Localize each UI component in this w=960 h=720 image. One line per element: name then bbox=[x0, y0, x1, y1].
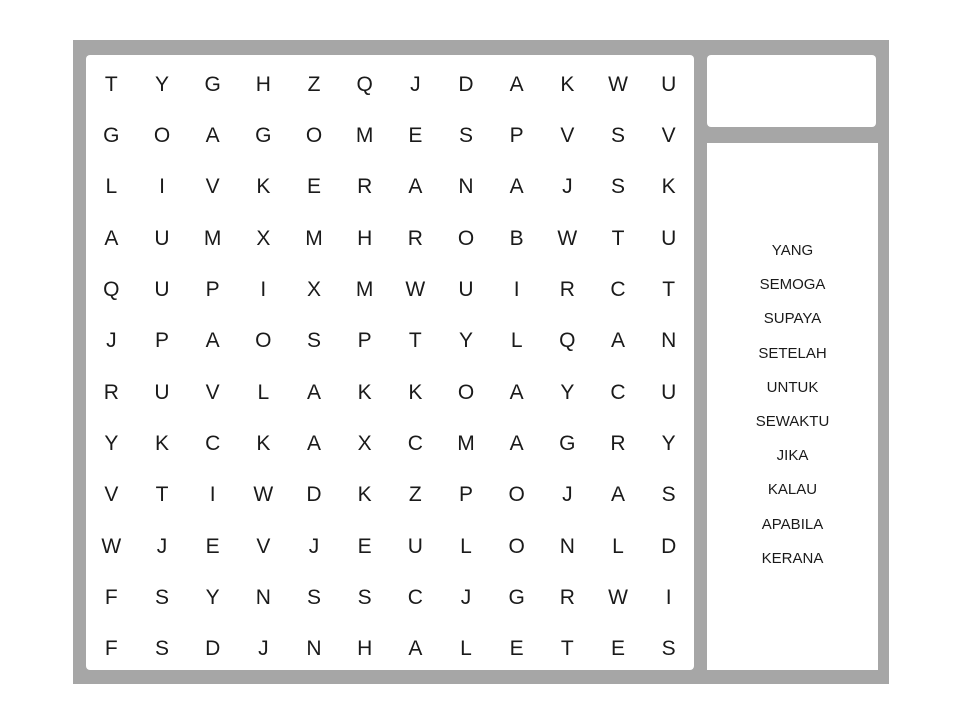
letter-cell[interactable]: K bbox=[661, 175, 676, 199]
letter-cell[interactable]: K bbox=[256, 431, 271, 455]
letter-cell[interactable]: D bbox=[205, 637, 221, 661]
letter-cell[interactable]: K bbox=[357, 483, 372, 507]
letter-cell[interactable]: T bbox=[560, 637, 574, 661]
letter-cell[interactable]: V bbox=[205, 380, 220, 404]
letter-cell[interactable]: X bbox=[306, 277, 321, 301]
word-list-item: APABILA bbox=[761, 515, 824, 533]
letter-cell[interactable]: P bbox=[509, 123, 524, 147]
letter-cell[interactable]: T bbox=[662, 277, 676, 301]
letter-cell[interactable]: I bbox=[260, 277, 267, 301]
letter-cell[interactable]: A bbox=[205, 329, 220, 353]
letter-cell[interactable]: P bbox=[357, 329, 372, 353]
letter-cell[interactable]: P bbox=[458, 483, 473, 507]
letter-cell[interactable]: X bbox=[357, 431, 372, 455]
letter-cell[interactable]: L bbox=[257, 380, 270, 404]
letter-cell[interactable]: O bbox=[153, 123, 171, 147]
letter-cell[interactable]: K bbox=[256, 175, 271, 199]
letter-cell[interactable]: G bbox=[559, 431, 576, 455]
letter-cell[interactable]: S bbox=[661, 637, 676, 661]
letter-cell[interactable]: Z bbox=[307, 72, 321, 96]
letter-cell[interactable]: N bbox=[306, 637, 322, 661]
letter-cell[interactable]: A bbox=[509, 175, 524, 199]
letter-cell[interactable]: Q bbox=[103, 277, 120, 301]
letter-cell[interactable]: A bbox=[509, 72, 524, 96]
letter-cell[interactable]: L bbox=[612, 534, 624, 558]
letter-cell[interactable]: G bbox=[103, 123, 120, 147]
letter-cell[interactable]: S bbox=[610, 123, 625, 147]
word-list-item: SETELAH bbox=[758, 344, 827, 362]
letter-grid bbox=[86, 59, 694, 675]
letter-cell[interactable]: P bbox=[154, 329, 169, 353]
letter-cell[interactable]: C bbox=[407, 431, 423, 455]
letter-cell[interactable]: L bbox=[510, 329, 523, 353]
letter-cell[interactable]: U bbox=[661, 226, 677, 250]
letter-cell[interactable]: J bbox=[156, 534, 168, 558]
title-box bbox=[707, 55, 876, 127]
letter-cell[interactable]: V bbox=[205, 175, 220, 199]
letter-cell[interactable]: A bbox=[205, 123, 220, 147]
letter-cell[interactable]: I bbox=[209, 483, 216, 507]
letter-cell[interactable]: O bbox=[508, 483, 525, 507]
letter-cell[interactable]: T bbox=[408, 329, 422, 353]
letter-cell[interactable]: S bbox=[154, 637, 169, 661]
letter-cell[interactable]: M bbox=[305, 226, 323, 250]
letter-cell[interactable]: U bbox=[661, 380, 677, 404]
letter-cell[interactable]: J bbox=[562, 175, 573, 199]
letter-cell[interactable]: T bbox=[155, 483, 169, 507]
letter-cell[interactable]: E bbox=[408, 123, 423, 147]
letter-cell[interactable]: V bbox=[104, 483, 119, 507]
letter-cell[interactable]: S bbox=[306, 585, 321, 609]
letter-cell[interactable]: W bbox=[253, 483, 274, 507]
letter-cell[interactable]: N bbox=[255, 585, 271, 609]
letter-cell[interactable]: Y bbox=[205, 585, 220, 609]
letter-cell[interactable]: U bbox=[407, 534, 423, 558]
letter-cell[interactable]: O bbox=[508, 534, 525, 558]
letter-cell[interactable]: U bbox=[154, 277, 170, 301]
letter-cell[interactable]: D bbox=[661, 534, 677, 558]
letter-cell[interactable]: O bbox=[255, 329, 272, 353]
letter-cell[interactable]: H bbox=[357, 637, 373, 661]
letter-cell[interactable]: A bbox=[408, 175, 423, 199]
letter-cell[interactable]: I bbox=[665, 585, 672, 609]
letter-cell[interactable]: G bbox=[204, 72, 221, 96]
letter-cell[interactable]: I bbox=[159, 175, 165, 199]
letter-cell[interactable]: D bbox=[306, 483, 322, 507]
letter-cell[interactable]: H bbox=[255, 72, 271, 96]
word-list-item: JIKA bbox=[776, 447, 809, 465]
letter-cell[interactable]: V bbox=[661, 123, 676, 147]
letter-cell[interactable]: K bbox=[560, 72, 575, 96]
letter-cell[interactable]: W bbox=[101, 534, 122, 558]
letter-cell[interactable]: C bbox=[610, 277, 626, 301]
letter-cell[interactable]: L bbox=[105, 175, 118, 199]
letter-cell[interactable]: D bbox=[458, 72, 474, 96]
letter-cell[interactable]: K bbox=[408, 380, 423, 404]
letter-cell[interactable]: S bbox=[306, 329, 321, 353]
letter-cell[interactable]: L bbox=[460, 534, 472, 558]
letter-cell[interactable]: A bbox=[408, 637, 423, 661]
letter-cell[interactable]: M bbox=[203, 226, 222, 250]
letter-cell[interactable]: P bbox=[205, 277, 220, 301]
letter-cell[interactable]: M bbox=[355, 277, 374, 301]
word-list bbox=[707, 234, 878, 576]
letter-cell[interactable]: Y bbox=[661, 431, 676, 455]
letter-cell[interactable]: E bbox=[205, 534, 220, 558]
letter-cell[interactable]: F bbox=[104, 637, 118, 661]
letter-cell[interactable]: O bbox=[457, 226, 475, 250]
letter-cell[interactable]: E bbox=[610, 637, 625, 661]
letter-cell[interactable]: A bbox=[509, 431, 524, 455]
letter-cell[interactable]: E bbox=[509, 637, 524, 661]
letter-cell[interactable]: N bbox=[458, 175, 474, 199]
letter-cell[interactable]: S bbox=[661, 483, 676, 507]
letter-cell[interactable]: U bbox=[154, 380, 170, 404]
letter-cell[interactable]: J bbox=[562, 483, 573, 507]
word-list-item: SEWAKTU bbox=[755, 412, 830, 430]
letter-cell[interactable]: G bbox=[508, 585, 525, 609]
letter-cell[interactable]: A bbox=[104, 226, 119, 250]
letter-cell[interactable]: C bbox=[610, 380, 626, 404]
letter-cell[interactable]: R bbox=[559, 585, 575, 609]
letter-cell[interactable]: R bbox=[103, 380, 119, 404]
letter-cell[interactable]: S bbox=[154, 585, 169, 609]
letter-cell[interactable]: Y bbox=[458, 329, 473, 353]
letter-cell[interactable]: Q bbox=[559, 329, 576, 353]
letter-cell[interactable]: N bbox=[559, 534, 575, 558]
letter-cell[interactable]: J bbox=[106, 329, 117, 353]
letter-cell[interactable]: A bbox=[306, 431, 321, 455]
letter-cell[interactable]: M bbox=[457, 431, 475, 455]
letter-cell[interactable]: L bbox=[460, 637, 472, 661]
letter-cell[interactable]: N bbox=[661, 329, 677, 353]
letter-cell[interactable]: W bbox=[608, 72, 628, 96]
letter-cell[interactable]: K bbox=[154, 431, 169, 455]
letter-cell[interactable]: B bbox=[509, 226, 524, 250]
letter-cell[interactable]: A bbox=[610, 329, 625, 353]
letter-cell[interactable]: R bbox=[407, 226, 423, 250]
letter-cell[interactable]: O bbox=[457, 380, 475, 404]
letter-cell[interactable]: J bbox=[308, 534, 320, 558]
letter-cell[interactable]: C bbox=[205, 431, 221, 455]
letter-cell[interactable]: O bbox=[305, 123, 323, 147]
letter-cell[interactable]: J bbox=[460, 585, 472, 609]
letter-cell[interactable]: X bbox=[256, 226, 271, 250]
letter-cell[interactable]: R bbox=[610, 431, 626, 455]
letter-cell[interactable]: Y bbox=[154, 72, 169, 96]
letter-cell[interactable]: E bbox=[357, 534, 372, 558]
letter-cell[interactable]: Z bbox=[408, 483, 422, 507]
letter-cell[interactable]: I bbox=[513, 277, 520, 301]
letter-cell[interactable]: R bbox=[357, 175, 373, 199]
letter-cell[interactable]: A bbox=[306, 380, 321, 404]
word-list-item: KERANA bbox=[761, 549, 824, 567]
letter-cell[interactable]: W bbox=[405, 277, 426, 301]
letter-cell[interactable]: V bbox=[256, 534, 271, 558]
letter-cell[interactable]: G bbox=[255, 123, 272, 147]
letter-cell[interactable]: H bbox=[357, 226, 373, 250]
letter-cell[interactable]: E bbox=[306, 175, 321, 199]
letter-cell[interactable]: S bbox=[458, 123, 473, 147]
letter-cell[interactable]: U bbox=[458, 277, 474, 301]
letter-cell[interactable]: W bbox=[557, 226, 578, 250]
letter-cell[interactable]: R bbox=[559, 277, 575, 301]
letter-cell[interactable]: U bbox=[661, 72, 677, 96]
letter-cell[interactable]: K bbox=[357, 380, 372, 404]
letter-cell[interactable]: W bbox=[608, 585, 628, 609]
word-list-item: YANG bbox=[771, 242, 814, 259]
word-list-item: KALAU bbox=[767, 481, 818, 499]
letter-cell[interactable]: T bbox=[611, 226, 625, 250]
letter-cell[interactable]: V bbox=[560, 123, 575, 147]
word-list-item: SEMOGA bbox=[759, 276, 826, 294]
word-list-item: UNTUK bbox=[766, 378, 819, 396]
letter-cell[interactable]: F bbox=[104, 585, 118, 609]
letter-cell[interactable]: J bbox=[258, 637, 269, 661]
letter-cell[interactable]: T bbox=[104, 72, 118, 96]
word-list-item: SUPAYA bbox=[763, 310, 822, 328]
letter-cell[interactable]: A bbox=[509, 380, 524, 404]
letter-cell[interactable]: J bbox=[410, 72, 421, 96]
letter-cell[interactable]: C bbox=[407, 585, 423, 609]
letter-cell[interactable]: S bbox=[610, 175, 625, 199]
letter-cell[interactable]: U bbox=[154, 226, 170, 250]
letter-cell[interactable]: M bbox=[355, 123, 374, 147]
letter-cell[interactable]: Y bbox=[104, 431, 119, 455]
letter-cell[interactable]: Q bbox=[356, 72, 373, 96]
letter-cell[interactable]: Y bbox=[560, 380, 575, 404]
letter-cell[interactable]: S bbox=[357, 585, 372, 609]
letter-cell[interactable]: A bbox=[610, 483, 625, 507]
